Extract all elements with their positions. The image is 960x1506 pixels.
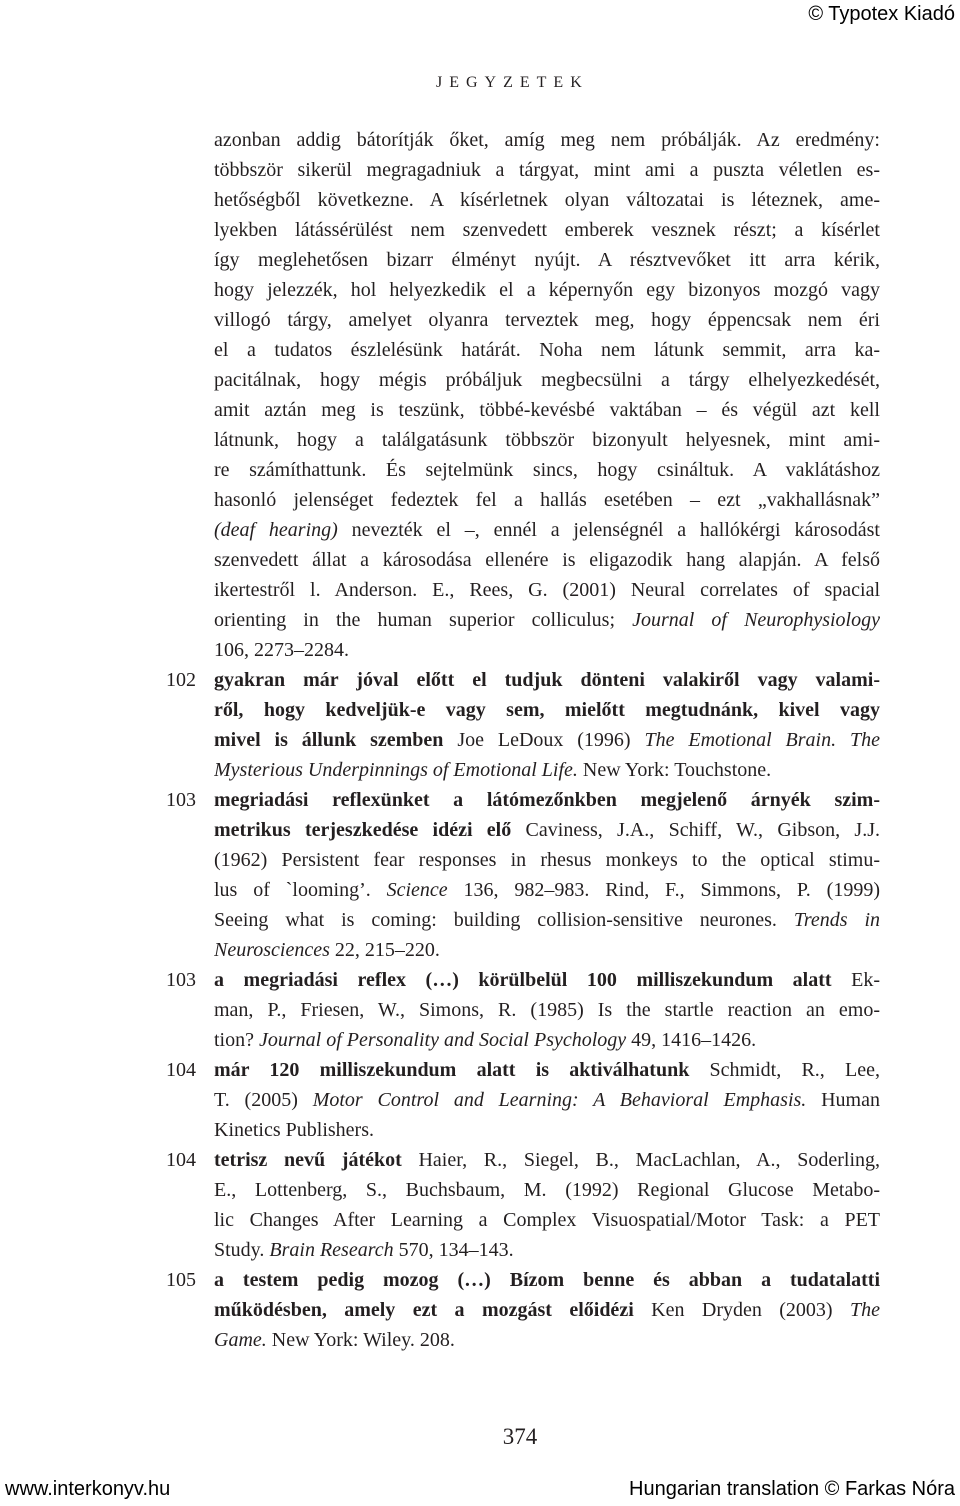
- note-text: szenvedett állat a károsodása ellenére is eligazodik hang alapján. A felső: [214, 549, 880, 571]
- text-line: [214, 605, 880, 635]
- note-text: hasonló jelenséget fedeztek fel a hallás esetében – ezt „vakhallásnak”: [214, 489, 880, 511]
- note-keyphrase: megriadási reflexünket a látómezőnkben megjelenő árnyék szim-: [214, 789, 880, 811]
- citation-text: 49, 1416–1426.: [626, 1029, 757, 1051]
- citation-text: Caviness, J.A., Schiff, W., Gibson, J.J.: [511, 819, 880, 841]
- citation-text: New York: Wiley. 208.: [266, 1329, 455, 1351]
- text-line: [214, 935, 880, 965]
- note-text: lyekben látássérülést nem szenvedett emberek vesznek részt; a kísérlet: [214, 219, 880, 241]
- citation-text: tion?: [214, 1029, 259, 1051]
- note-text: orienting in the human superior colliculus;: [214, 609, 633, 631]
- text-line: [214, 185, 880, 215]
- citation-text: lic Changes After Learning a Complex Visuospatial/Motor Task: a PET: [214, 1209, 880, 1231]
- work-title: Game.: [214, 1329, 267, 1351]
- citation-text: Human: [806, 1089, 880, 1111]
- citation-text: man, P., Friesen, W., Simons, R. (1985) Is the startle reaction an emo-: [214, 999, 880, 1021]
- note-number: 103: [166, 789, 196, 811]
- note-text: villogó tárgy, amelyet olyanra terveztek meg, hogy éppencsak nem éri: [214, 309, 880, 331]
- citation-text: Seeing what is coming: building collision-sensitive neurones.: [214, 909, 794, 931]
- citation-text: Haier, R., Siegel, B., MacLachlan, A., Soderling,: [401, 1149, 880, 1171]
- note-keyphrase: mivel is állunk szemben: [214, 729, 444, 751]
- text-line: [214, 335, 880, 365]
- text-line: [214, 965, 880, 995]
- text-line: [214, 245, 880, 275]
- note-number: 102: [166, 669, 196, 691]
- text-line: [214, 1115, 880, 1145]
- text-line: [214, 815, 880, 845]
- journal-title: Trends in: [793, 909, 880, 931]
- citation-text: Kinetics Publishers.: [214, 1119, 374, 1141]
- text-line: [214, 1055, 880, 1085]
- text-line: [214, 905, 880, 935]
- citation-text: lus of `looming’.: [214, 879, 387, 901]
- text-line: [214, 125, 880, 155]
- note-number: 103: [166, 969, 196, 991]
- work-title: The Emotional Brain. The: [644, 729, 880, 751]
- citation-text: Study.: [214, 1239, 270, 1261]
- citation-text: 22, 215–220.: [329, 939, 440, 961]
- citation-text: (1962) Persistent fear responses in rhesus monkeys to the optical stimu-: [214, 849, 880, 871]
- citation-text: Joe LeDoux (1996): [443, 729, 645, 751]
- journal-title: Science: [386, 879, 448, 901]
- text-line: [214, 515, 880, 545]
- notes-text-block: [166, 125, 880, 1355]
- text-line: [214, 1175, 880, 1205]
- page-number: 374: [502, 1424, 538, 1449]
- citation-text: E., Lottenberg, S., Buchsbaum, M. (1992) Regional Glucose Metabo-: [214, 1179, 880, 1201]
- journal-title: Journal of Personality and Social Psychology: [259, 1029, 627, 1051]
- note-keyphrase: tetrisz nevű játékot: [214, 1149, 402, 1171]
- text-line: [214, 395, 880, 425]
- text-line: [214, 545, 880, 575]
- note-text: el a tudatos észlelésünk határát. Noha nem látunk semmit, arra ka-: [214, 339, 880, 361]
- text-line: [214, 1205, 880, 1235]
- text-line: [214, 1235, 880, 1265]
- note-number: 105: [166, 1269, 196, 1291]
- note-text: így meglehetősen bizarr élményt nyújt. A résztvevőket itt arra kérik,: [214, 249, 880, 271]
- journal-title: Journal of Neurophysiology: [632, 609, 880, 631]
- italic-term: (deaf hearing): [214, 519, 338, 541]
- text-line: [214, 1085, 880, 1115]
- citation-text: New York: Touchstone.: [577, 759, 772, 781]
- footer-translation-credit: Hungarian translation © Farkas Nóra: [629, 1478, 955, 1500]
- text-line: [214, 485, 880, 515]
- note-text: többször sikerül megragadniuk a tárgyat, mint ami a puszta véletlen es-: [214, 159, 880, 181]
- note-entry: [166, 785, 880, 965]
- note-entry: [166, 1145, 880, 1265]
- journal-title: Neurosciences: [214, 939, 330, 961]
- text-line: [214, 635, 880, 665]
- work-title: Mysterious Underpinnings of Emotional Life.: [214, 759, 578, 781]
- text-line: [214, 1295, 880, 1325]
- text-line: [214, 785, 880, 815]
- work-title: The: [850, 1299, 880, 1321]
- note-text: re számíthattunk. És sejtelmünk sincs, hogy csináltuk. A vaklátáshoz: [214, 459, 880, 481]
- note-text: hogy jelezzék, hol helyezkedik el a képernyőn egy bizonyos mozgó vagy: [214, 279, 880, 301]
- running-head: JEGYZETEK: [436, 74, 589, 91]
- citation-text: T. (2005): [214, 1089, 313, 1111]
- text-line: [214, 305, 880, 335]
- text-line: [214, 1025, 880, 1055]
- note-number: 104: [166, 1059, 196, 1081]
- text-line: [214, 575, 880, 605]
- note-keyphrase: metrikus terjeszkedése idézi elő: [214, 819, 512, 841]
- text-line: [214, 425, 880, 455]
- note-text: nevezték el –, ennél a jelenségnél a hallókérgi károsodást: [337, 519, 880, 541]
- note-keyphrase: már 120 milliszekundum alatt is aktiválhatunk: [214, 1059, 690, 1081]
- text-line: [214, 995, 880, 1025]
- text-line: [214, 365, 880, 395]
- work-title: Motor Control and Learning: A Behavioral Emphasis.: [312, 1089, 807, 1111]
- note-keyphrase: a megriadási reflex (…) körülbelül 100 milliszekundum alatt: [214, 969, 832, 991]
- citation-text: Ken Dryden (2003): [633, 1299, 850, 1321]
- text-line: [214, 665, 880, 695]
- text-line: [214, 1325, 880, 1355]
- citation-text: 570, 134–143.: [393, 1239, 514, 1261]
- note-text: azonban addig bátorítják őket, amíg meg nem próbálják. Az eredmény:: [214, 129, 880, 151]
- text-line: [214, 1145, 880, 1175]
- journal-title: Brain Research: [269, 1239, 394, 1261]
- citation-text: Schmidt, R., Lee,: [689, 1059, 880, 1081]
- note-text: hetőségből következne. A kísérletnek olyan változatai is léteznek, ame-: [214, 189, 880, 211]
- text-line: [214, 695, 880, 725]
- publisher-copyright: © Typotex Kiadó: [808, 3, 955, 25]
- citation-text: Ek-: [831, 969, 880, 991]
- note-text: látnunk, hogy a találgatásunk többször bizonyult helyesnek, mint ami-: [214, 429, 880, 451]
- text-line: [214, 1265, 880, 1295]
- note-entry: [166, 665, 880, 785]
- note-keyphrase: ről, hogy kedveljük-e vagy sem, mielőtt megtudnánk, kivel vagy: [214, 699, 880, 721]
- footer-website: www.interkonyv.hu: [5, 1478, 171, 1500]
- text-line: [214, 755, 880, 785]
- note-text: amit aztán meg is teszünk, többé-kevésbé vaktában – és végül azt kell: [214, 399, 880, 421]
- note-entry: [166, 1265, 880, 1355]
- note-entry: [166, 1055, 880, 1145]
- note-text: ikertestről l. Anderson. E., Rees, G. (2001) Neural correlates of spacial: [214, 579, 880, 601]
- note-keyphrase: gyakran már jóval előtt el tudjuk dönteni valakiről vagy valami-: [214, 669, 880, 691]
- note-entry: [166, 965, 880, 1055]
- note-number: 104: [166, 1149, 196, 1171]
- text-line: [214, 275, 880, 305]
- text-line: [214, 155, 880, 185]
- continued-note: [214, 125, 880, 665]
- note-keyphrase: a testem pedig mozog (…) Bízom benne és abban a tudatalatti: [214, 1269, 880, 1291]
- note-keyphrase: működésben, amely ezt a mozgást előidézi: [214, 1299, 634, 1321]
- citation-text: 136, 982–983. Rind, F., Simmons, P. (1999): [447, 879, 880, 901]
- text-line: [214, 875, 880, 905]
- note-text: pacitálnak, hogy mégis próbáljuk megbecsülni a tárgy elhelyezkedését,: [214, 369, 880, 391]
- text-line: [214, 845, 880, 875]
- note-text: 106, 2273–2284.: [214, 639, 349, 661]
- text-line: [214, 215, 880, 245]
- text-line: [214, 455, 880, 485]
- text-line: [214, 725, 880, 755]
